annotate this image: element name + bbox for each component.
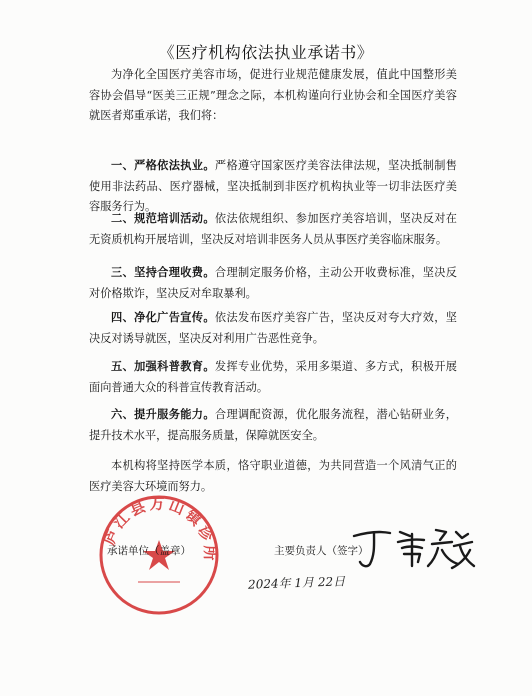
section-2-heading: 二、规范培训活动。	[111, 211, 215, 225]
section-6	[89, 404, 457, 446]
section-4-body: 依法发布医疗美容广告，坚决反对夸大疗效，坚决反对诱导就医，坚决反对利用广告恶性竞争。	[89, 311, 457, 345]
closing-text: 本机构将坚持医学本质，恪守职业道德，为共同营造一个风清气正的医疗美容大环境而努力。	[89, 459, 457, 493]
section-3-body: 合理制定服务价格，主动公开收费标准，坚决反对价格欺诈，坚决反对牟取暴利。	[89, 266, 457, 300]
section-6-heading: 六、提升服务能力。	[111, 407, 215, 421]
section-2	[89, 208, 457, 250]
intro-paragraph	[89, 65, 457, 127]
signing-date: 2024年 1月 22日	[247, 574, 346, 592]
section-2-body: 依法依规组织、参加医疗美容培训，坚决反对在无资质机构开展培训，坚决反对培训非医务人员从事医疗美容临床服务。	[89, 212, 457, 246]
section-5	[89, 356, 457, 398]
section-3	[89, 262, 457, 304]
section-5-body: 发挥专业优势，采用多渠道、多方式，积极开展面向普通大众的科普宣传教育活动。	[89, 360, 457, 394]
seal-text: 庐江县万山镇诊所	[100, 494, 220, 564]
section-1-heading: 一、严格依法执业。	[111, 158, 215, 172]
handwritten-signature	[350, 522, 480, 570]
signatory-unit-label: 承诺单位（盖章）	[107, 545, 191, 557]
section-4-heading: 四、净化广告宣传。	[111, 310, 215, 324]
intro-text: 为净化全国医疗美容市场，促进行业规范健康发展，值此中国整形美容协会倡导“医美三正规”理念之际，本机构谨向行业协会和全国医疗美容就医者郑重承诺，我们将：	[89, 68, 457, 122]
section-5-heading: 五、加强科普教育。	[111, 359, 215, 373]
document-title: 《医疗机构依法执业承诺书》	[158, 43, 374, 62]
section-1-body: 严格遵守国家医疗美容法律法规，坚决抵制制售使用非法药品、医疗器械，坚决抵制到非医疗机构执业等一切非法医疗美容服务行为。	[89, 159, 457, 213]
section-4	[89, 307, 457, 349]
responsible-person-label: 主要负责人（签字）	[274, 545, 369, 557]
section-3-heading: 三、坚持合理收费。	[111, 265, 215, 279]
section-6-body: 合理调配资源，优化服务流程，潜心钻研业务，提升技术水平，提高服务质量，保障就医安全。	[89, 408, 457, 442]
